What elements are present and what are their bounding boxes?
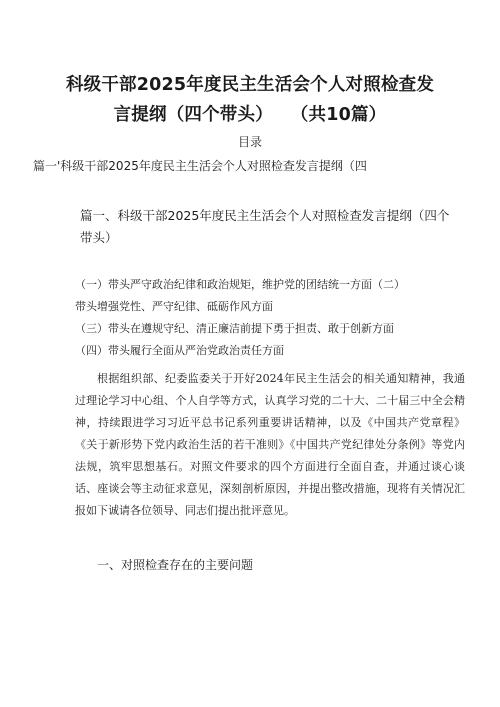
toc-entry-1[interactable]: 篇一'科级干部2025年度民主生活会个人对照检查发言提纲（四 bbox=[33, 159, 367, 173]
document-title-line-2: 言提纲（四个带头） （共10篇） bbox=[113, 105, 387, 125]
intro-paragraph-block bbox=[75, 368, 465, 522]
toc-heading: 目录 bbox=[237, 135, 262, 149]
key-point-line: （三）带头在遵规守纪、清正廉洁前提下勇于担责、敢于创新方面 bbox=[75, 322, 394, 335]
subheading: 一、对照检查存在的主要问题 bbox=[97, 558, 254, 572]
key-point-line: （一）带头严守政治纪律和政治规矩，维护党的团结统一方面（二） bbox=[75, 278, 405, 291]
key-point-line: （四）带头履行全面从严治党政治责任方面 bbox=[75, 344, 284, 357]
key-points-list bbox=[75, 274, 465, 362]
intro-paragraph: 根据组织部、纪委监委关于开好2024年民主生活会的相关通知精神，我通过理论学习中心组、个人自学等方式，认真学习党的二十大、二十届三中全会精神，持续跟进学习习近平总书记系列重要讲话精神，以及《中国共产党章程》《关于新形势下党内政治生活的若干准则》《中国共产党纪律处分条例》等党内法规，筑牢思想基石。对照文件要求的四个方面进行全面自查，并通过谈心谈话、座谈会等主动征求意见，深刻剖析原因，并提出整改措施，现将有关情况汇报如下诚请各位领导、同志们提出批评意见。 bbox=[75, 372, 465, 517]
key-point-line: 带头增强党性、严守纪律、砥砺作风方面 bbox=[75, 300, 273, 313]
document-title-line-1: 科级干部2025年度民主生活会个人对照检查发 bbox=[65, 75, 435, 95]
section-title: 篇一、科级干部2025年度民主生活会个人对照检查发言提纲（四个带头） bbox=[80, 208, 450, 245]
